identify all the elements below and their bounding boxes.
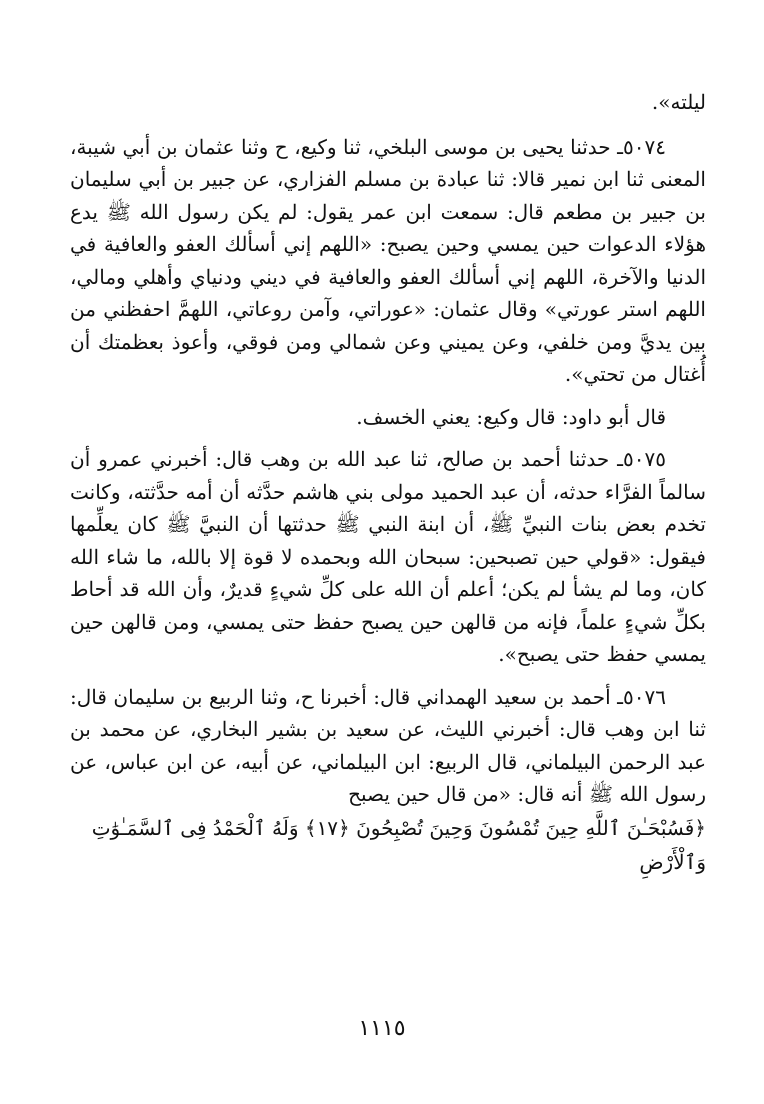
hadith-5075: ٥٠٧٥ـ حدثنا أحمد بن صالح، ثنا عبد الله بن وهب قال: أخبرني عمرو أن سالماً الفرَّاء حدثه، أن عبد الحميد مولى بني هاشم حدَّثه أن أمه حدَّثته، وكانت تخدم بعض بنات النبيِّ ﷺ، أن ابنة النبي ﷺ حدثتها أن النبيَّ ﷺ كان يعلِّمها فيقول: «قولي حين تصبحين: سبحان الله وبحمده لا قوة إلا بالله، ما شاء الله كان، وما لم يشأ لم يكن؛ أعلم أن الله على كلِّ شيءٍ قديرٌ، وأن الله قد أحاط بكلِّ شيءٍ علماً، فإنه من قالهن حين يصبح حفظ حتى يمسي، ومن قالهن حين يمسي حفظ حتى يصبح». bbox=[70, 447, 706, 666]
page-number: ١١١٥ bbox=[358, 1016, 406, 1041]
continuation-line: ليلته». bbox=[651, 90, 706, 114]
hadith-5076: ٥٠٧٦ـ أحمد بن سعيد الهمداني قال: أخبرنا ح، وثنا الربيع بن سليمان قال: ثنا ابن وهب قال: أخبرني الليث، عن سعيد بن بشير البخاري، عن محمد بن عبد الرحمن البيلماني، قال الربيع: ابن البيلماني، عن أبيه، عن ابن عباس، عن رسول الله ﷺ أنه قال: «من قال حين يصبح bbox=[70, 684, 706, 806]
abu-dawud-note: قال أبو داود: قال وكيع: يعني الخسف. bbox=[356, 404, 666, 429]
hadith-5074: ٥٠٧٤ـ حدثنا يحيى بن موسى البلخي، ثنا وكيع، ح وثنا عثمان بن أبي شيبة، المعنى ثنا ابن نمير قالا: ثنا عبادة بن مسلم الفزاري، عن جبير بن أبي سليمان بن جبير بن مطعم قال: سمعت ابن عمر يقول: لم يكن رسول الله ﷺ يدع هؤلاء الدعوات حين يمسي وحين يصبح: «اللهم إني أسألك العفو والعافية في الدنيا والآخرة، اللهم إني أسألك العفو والعافية في ديني ودنياي وأهلي ومالي، اللهم استر عورتي» وقال عثمان: «عوراتي، وآمن روعاتي، اللهمَّ احفظني من بين يديَّ ومن خلفي، وعن يميني وعن شمالي ومن فوقي، وأعوذ بعظمتك أن أُغتال من تحتي». bbox=[70, 134, 706, 386]
quran-verse: ﴿فَسُبْحَـٰنَ ٱللَّهِ حِينَ تُمْسُونَ وَحِينَ تُصْبِحُونَ ﴿١٧﴾ وَلَهُ ٱلْحَمْدُ فِى ٱلسَّمَـٰوَٰتِ وَٱلْأَرْضِ bbox=[91, 815, 706, 874]
page-text bbox=[70, 86, 706, 879]
